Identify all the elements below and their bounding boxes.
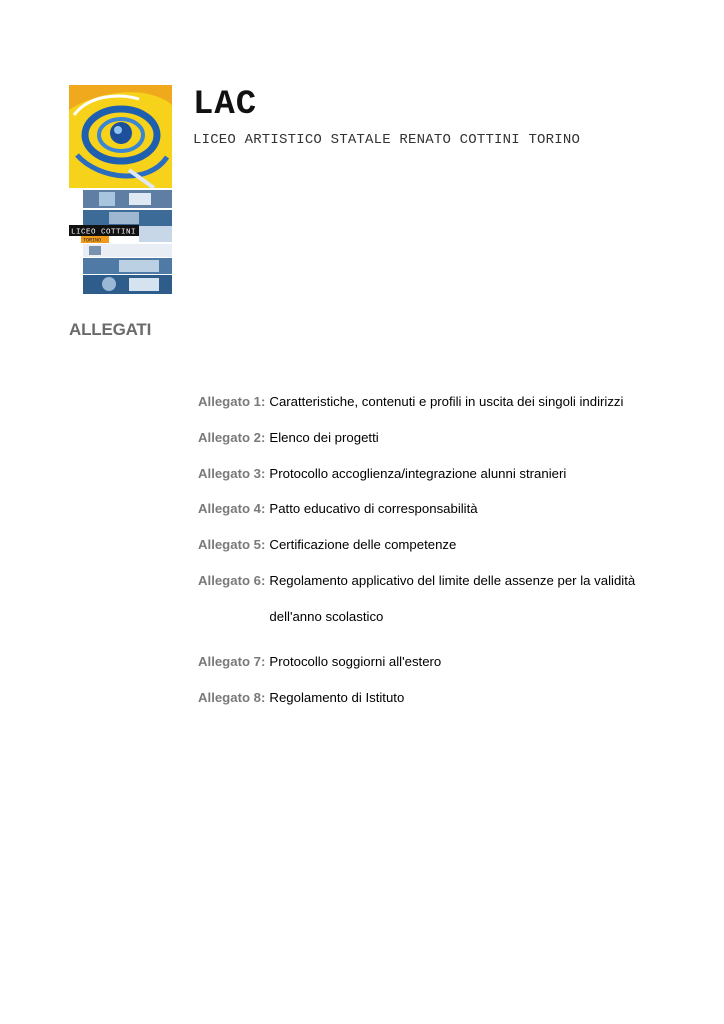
attachment-label: Allegato 3: — [198, 465, 266, 481]
attachment-item — [198, 500, 678, 518]
attachment-text: Certificazione delle competenze — [269, 537, 457, 553]
attachment-label: Allegato 4: — [198, 501, 266, 517]
attachment-text: Patto educativo di corresponsabilità — [269, 501, 478, 517]
attachment-item — [198, 429, 678, 447]
school-logo-photo-strip — [69, 190, 172, 294]
attachment-item — [198, 465, 678, 483]
attachments-list — [198, 393, 678, 724]
attachment-text: Protocollo accoglienza/integrazione alunni stranieri — [269, 465, 567, 481]
attachment-label: Allegato 7: — [198, 653, 266, 669]
attachment-text: Caratteristiche, contenuti e profili in uscita dei singoli indirizzi — [269, 394, 624, 409]
attachment-item — [198, 536, 678, 554]
attachment-label: Allegato 1: — [198, 394, 266, 409]
attachment-text: Regolamento applicativo del limite delle assenze per la validità dell'anno scolastico — [269, 572, 636, 624]
attachment-item — [198, 572, 678, 635]
attachment-text: Elenco dei progetti — [269, 429, 379, 445]
attachment-item — [198, 653, 678, 671]
attachment-item — [198, 393, 678, 411]
attachment-text: Protocollo soggiorni all'estero — [269, 653, 442, 669]
school-logo-artwork — [69, 85, 172, 188]
attachment-label: Allegato 8: — [198, 689, 266, 705]
school-name: LICEO ARTISTICO STATALE RENATO COTTINI TORINO — [193, 132, 581, 148]
section-heading: ALLEGATI — [69, 320, 152, 339]
attachment-label: Allegato 2: — [198, 429, 266, 445]
svg-text:TORINO: TORINO — [83, 237, 102, 244]
page-title: LAC — [193, 86, 258, 124]
svg-text:LICEO COTTINI: LICEO COTTINI — [71, 228, 137, 237]
attachment-item — [198, 689, 678, 707]
attachment-label: Allegato 6: — [198, 572, 266, 588]
attachment-text: Regolamento di Istituto — [269, 689, 405, 705]
attachment-label: Allegato 5: — [198, 537, 266, 553]
